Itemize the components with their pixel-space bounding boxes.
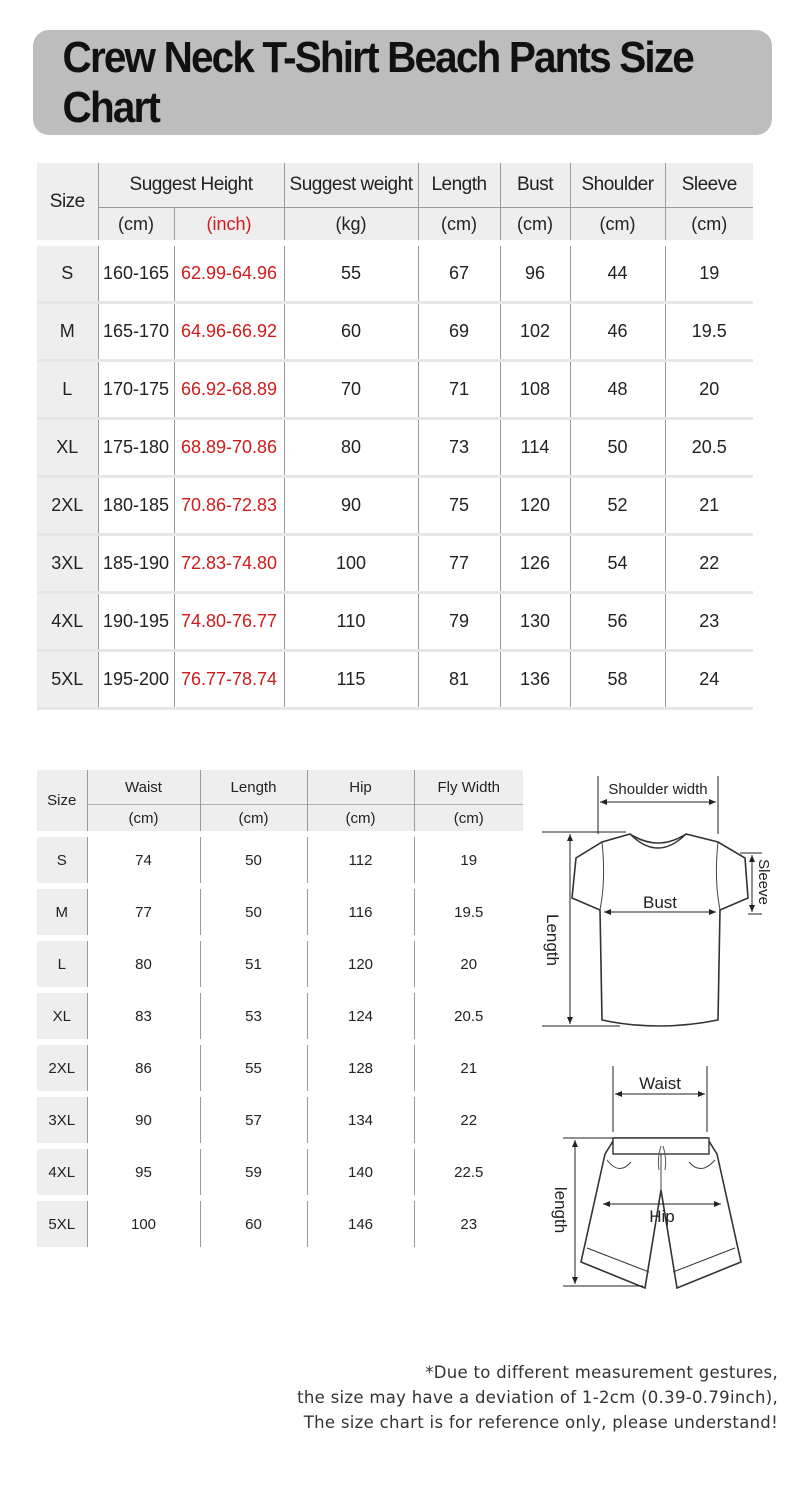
cell-length: 59: [200, 1146, 307, 1198]
cell-sleeve: 20: [665, 361, 753, 419]
shoulder-width-label: Shoulder width: [608, 781, 708, 798]
cell-weight: 90: [284, 477, 418, 535]
cell-height-inch: 62.99-64.96: [174, 246, 284, 303]
cell-size: M: [37, 886, 87, 938]
cell-sleeve: 20.5: [665, 419, 753, 477]
cell-fly-width: 21: [414, 1042, 523, 1094]
table-row: [37, 593, 753, 651]
cell-weight: 70: [284, 361, 418, 419]
cell-hip: 112: [307, 837, 414, 886]
unit-sleeve: (cm): [665, 208, 753, 241]
pants-diagram: [545, 1062, 765, 1302]
cell-weight: 110: [284, 593, 418, 651]
col-header-length: Length: [200, 770, 307, 805]
cell-weight: 55: [284, 246, 418, 303]
cell-length: 69: [418, 303, 500, 361]
cell-length: 50: [200, 837, 307, 886]
cell-bust: 136: [500, 651, 570, 709]
table-row: [37, 837, 523, 886]
table-row: [37, 886, 523, 938]
table-row: [37, 303, 753, 361]
cell-shoulder: 50: [570, 419, 665, 477]
cell-height-inch: 64.96-66.92: [174, 303, 284, 361]
cell-fly-width: 20: [414, 938, 523, 990]
col-header-hip: Hip: [307, 770, 414, 805]
length-label: Length: [543, 914, 562, 966]
unit-weight: (kg): [284, 208, 418, 241]
cell-bust: 126: [500, 535, 570, 593]
cell-hip: 140: [307, 1146, 414, 1198]
cell-sleeve: 19: [665, 246, 753, 303]
cell-height-cm: 160-165: [98, 246, 174, 303]
cell-height-inch: 72.83-74.80: [174, 535, 284, 593]
cell-size: M: [37, 303, 98, 361]
disclaimer-note: [297, 1360, 778, 1435]
cell-waist: 95: [87, 1146, 200, 1198]
cell-waist: 77: [87, 886, 200, 938]
note-line-3: The size chart is for reference only, please understand!: [303, 1413, 778, 1432]
cell-hip: 116: [307, 886, 414, 938]
cell-length: 53: [200, 990, 307, 1042]
table-row: [37, 990, 523, 1042]
cell-hip: 120: [307, 938, 414, 990]
col-header-fly-width: Fly Width: [414, 770, 523, 805]
cell-length: 71: [418, 361, 500, 419]
cell-size: XL: [37, 419, 98, 477]
unit-hip: (cm): [307, 805, 414, 832]
cell-fly-width: 23: [414, 1198, 523, 1250]
table-row: [37, 1198, 523, 1250]
cell-height-inch: 74.80-76.77: [174, 593, 284, 651]
cell-sleeve: 22: [665, 535, 753, 593]
cell-shoulder: 54: [570, 535, 665, 593]
cell-fly-width: 22: [414, 1094, 523, 1146]
col-header-length: Length: [418, 163, 500, 208]
cell-size: 2XL: [37, 477, 98, 535]
col-header-sleeve: Sleeve: [665, 163, 753, 208]
table-row: [37, 535, 753, 593]
cell-size: 2XL: [37, 1042, 87, 1094]
sleeve-label: Sleeve: [755, 859, 772, 905]
cell-size: 5XL: [37, 651, 98, 709]
cell-height-cm: 165-170: [98, 303, 174, 361]
cell-fly-width: 19: [414, 837, 523, 886]
cell-waist: 90: [87, 1094, 200, 1146]
shirt-diagram: [540, 770, 780, 1035]
cell-length: 73: [418, 419, 500, 477]
cell-shoulder: 44: [570, 246, 665, 303]
unit-waist: (cm): [87, 805, 200, 832]
cell-length: 81: [418, 651, 500, 709]
cell-bust: 120: [500, 477, 570, 535]
cell-weight: 60: [284, 303, 418, 361]
cell-bust: 130: [500, 593, 570, 651]
cell-height-cm: 185-190: [98, 535, 174, 593]
cell-length: 67: [418, 246, 500, 303]
cell-size: 4XL: [37, 593, 98, 651]
title-banner: [33, 30, 772, 135]
table-row: [37, 419, 753, 477]
cell-length: 55: [200, 1042, 307, 1094]
cell-bust: 114: [500, 419, 570, 477]
cell-fly-width: 22.5: [414, 1146, 523, 1198]
unit-height-inch: (inch): [174, 208, 284, 241]
table-row: [37, 246, 753, 303]
cell-waist: 74: [87, 837, 200, 886]
hip-label: Hip: [649, 1207, 675, 1226]
table-row: [37, 1042, 523, 1094]
cell-waist: 83: [87, 990, 200, 1042]
cell-length: 60: [200, 1198, 307, 1250]
cell-bust: 102: [500, 303, 570, 361]
cell-sleeve: 23: [665, 593, 753, 651]
col-header-size: Size: [37, 163, 98, 240]
col-header-waist: Waist: [87, 770, 200, 805]
cell-size: L: [37, 938, 87, 990]
cell-length: 75: [418, 477, 500, 535]
unit-shoulder: (cm): [570, 208, 665, 241]
cell-hip: 124: [307, 990, 414, 1042]
pants-size-table: [37, 770, 523, 1253]
shirt-size-table: [37, 163, 753, 710]
cell-sleeve: 21: [665, 477, 753, 535]
cell-size: 3XL: [37, 535, 98, 593]
cell-size: 3XL: [37, 1094, 87, 1146]
cell-sleeve: 24: [665, 651, 753, 709]
cell-length: 77: [418, 535, 500, 593]
cell-height-inch: 68.89-70.86: [174, 419, 284, 477]
unit-height-cm: (cm): [98, 208, 174, 241]
cell-length: 57: [200, 1094, 307, 1146]
cell-height-cm: 180-185: [98, 477, 174, 535]
cell-bust: 96: [500, 246, 570, 303]
table-row: [37, 1146, 523, 1198]
note-line-1: *Due to different measurement gestures,: [425, 1363, 778, 1382]
table-row: [37, 1094, 523, 1146]
cell-fly-width: 20.5: [414, 990, 523, 1042]
cell-height-cm: 170-175: [98, 361, 174, 419]
cell-weight: 80: [284, 419, 418, 477]
col-header-bust: Bust: [500, 163, 570, 208]
cell-weight: 115: [284, 651, 418, 709]
cell-shoulder: 46: [570, 303, 665, 361]
cell-shoulder: 58: [570, 651, 665, 709]
cell-shoulder: 56: [570, 593, 665, 651]
col-header-size: Size: [37, 770, 87, 831]
cell-size: S: [37, 246, 98, 303]
cell-height-inch: 76.77-78.74: [174, 651, 284, 709]
unit-length: (cm): [418, 208, 500, 241]
cell-sleeve: 19.5: [665, 303, 753, 361]
cell-height-inch: 70.86-72.83: [174, 477, 284, 535]
cell-height-cm: 195-200: [98, 651, 174, 709]
cell-waist: 80: [87, 938, 200, 990]
table-row: [37, 477, 753, 535]
table-row: [37, 938, 523, 990]
cell-size: L: [37, 361, 98, 419]
col-header-shoulder: Shoulder: [570, 163, 665, 208]
cell-length: 51: [200, 938, 307, 990]
cell-hip: 146: [307, 1198, 414, 1250]
page-title: Crew Neck T-Shirt Beach Pants Size Chart: [62, 32, 693, 132]
cell-length: 50: [200, 886, 307, 938]
cell-size: 5XL: [37, 1198, 87, 1250]
cell-fly-width: 19.5: [414, 886, 523, 938]
pants-length-label: length: [551, 1186, 570, 1234]
unit-length: (cm): [200, 805, 307, 832]
unit-bust: (cm): [500, 208, 570, 241]
cell-shoulder: 48: [570, 361, 665, 419]
cell-hip: 134: [307, 1094, 414, 1146]
cell-weight: 100: [284, 535, 418, 593]
cell-waist: 86: [87, 1042, 200, 1094]
bust-label: Bust: [642, 893, 678, 912]
waist-label: Waist: [639, 1074, 681, 1093]
cell-size: XL: [37, 990, 87, 1042]
col-header-height: Suggest Height: [98, 163, 284, 208]
cell-size: 4XL: [37, 1146, 87, 1198]
unit-fly-width: (cm): [414, 805, 523, 832]
cell-height-inch: 66.92-68.89: [174, 361, 284, 419]
cell-height-cm: 175-180: [98, 419, 174, 477]
cell-shoulder: 52: [570, 477, 665, 535]
cell-length: 79: [418, 593, 500, 651]
cell-waist: 100: [87, 1198, 200, 1250]
cell-height-cm: 190-195: [98, 593, 174, 651]
note-line-2: the size may have a deviation of 1-2cm (0.39-0.79inch),: [297, 1388, 778, 1407]
table-row: [37, 651, 753, 709]
col-header-weight: Suggest weight: [284, 163, 418, 208]
table-row: [37, 361, 753, 419]
cell-size: S: [37, 837, 87, 886]
cell-hip: 128: [307, 1042, 414, 1094]
cell-bust: 108: [500, 361, 570, 419]
